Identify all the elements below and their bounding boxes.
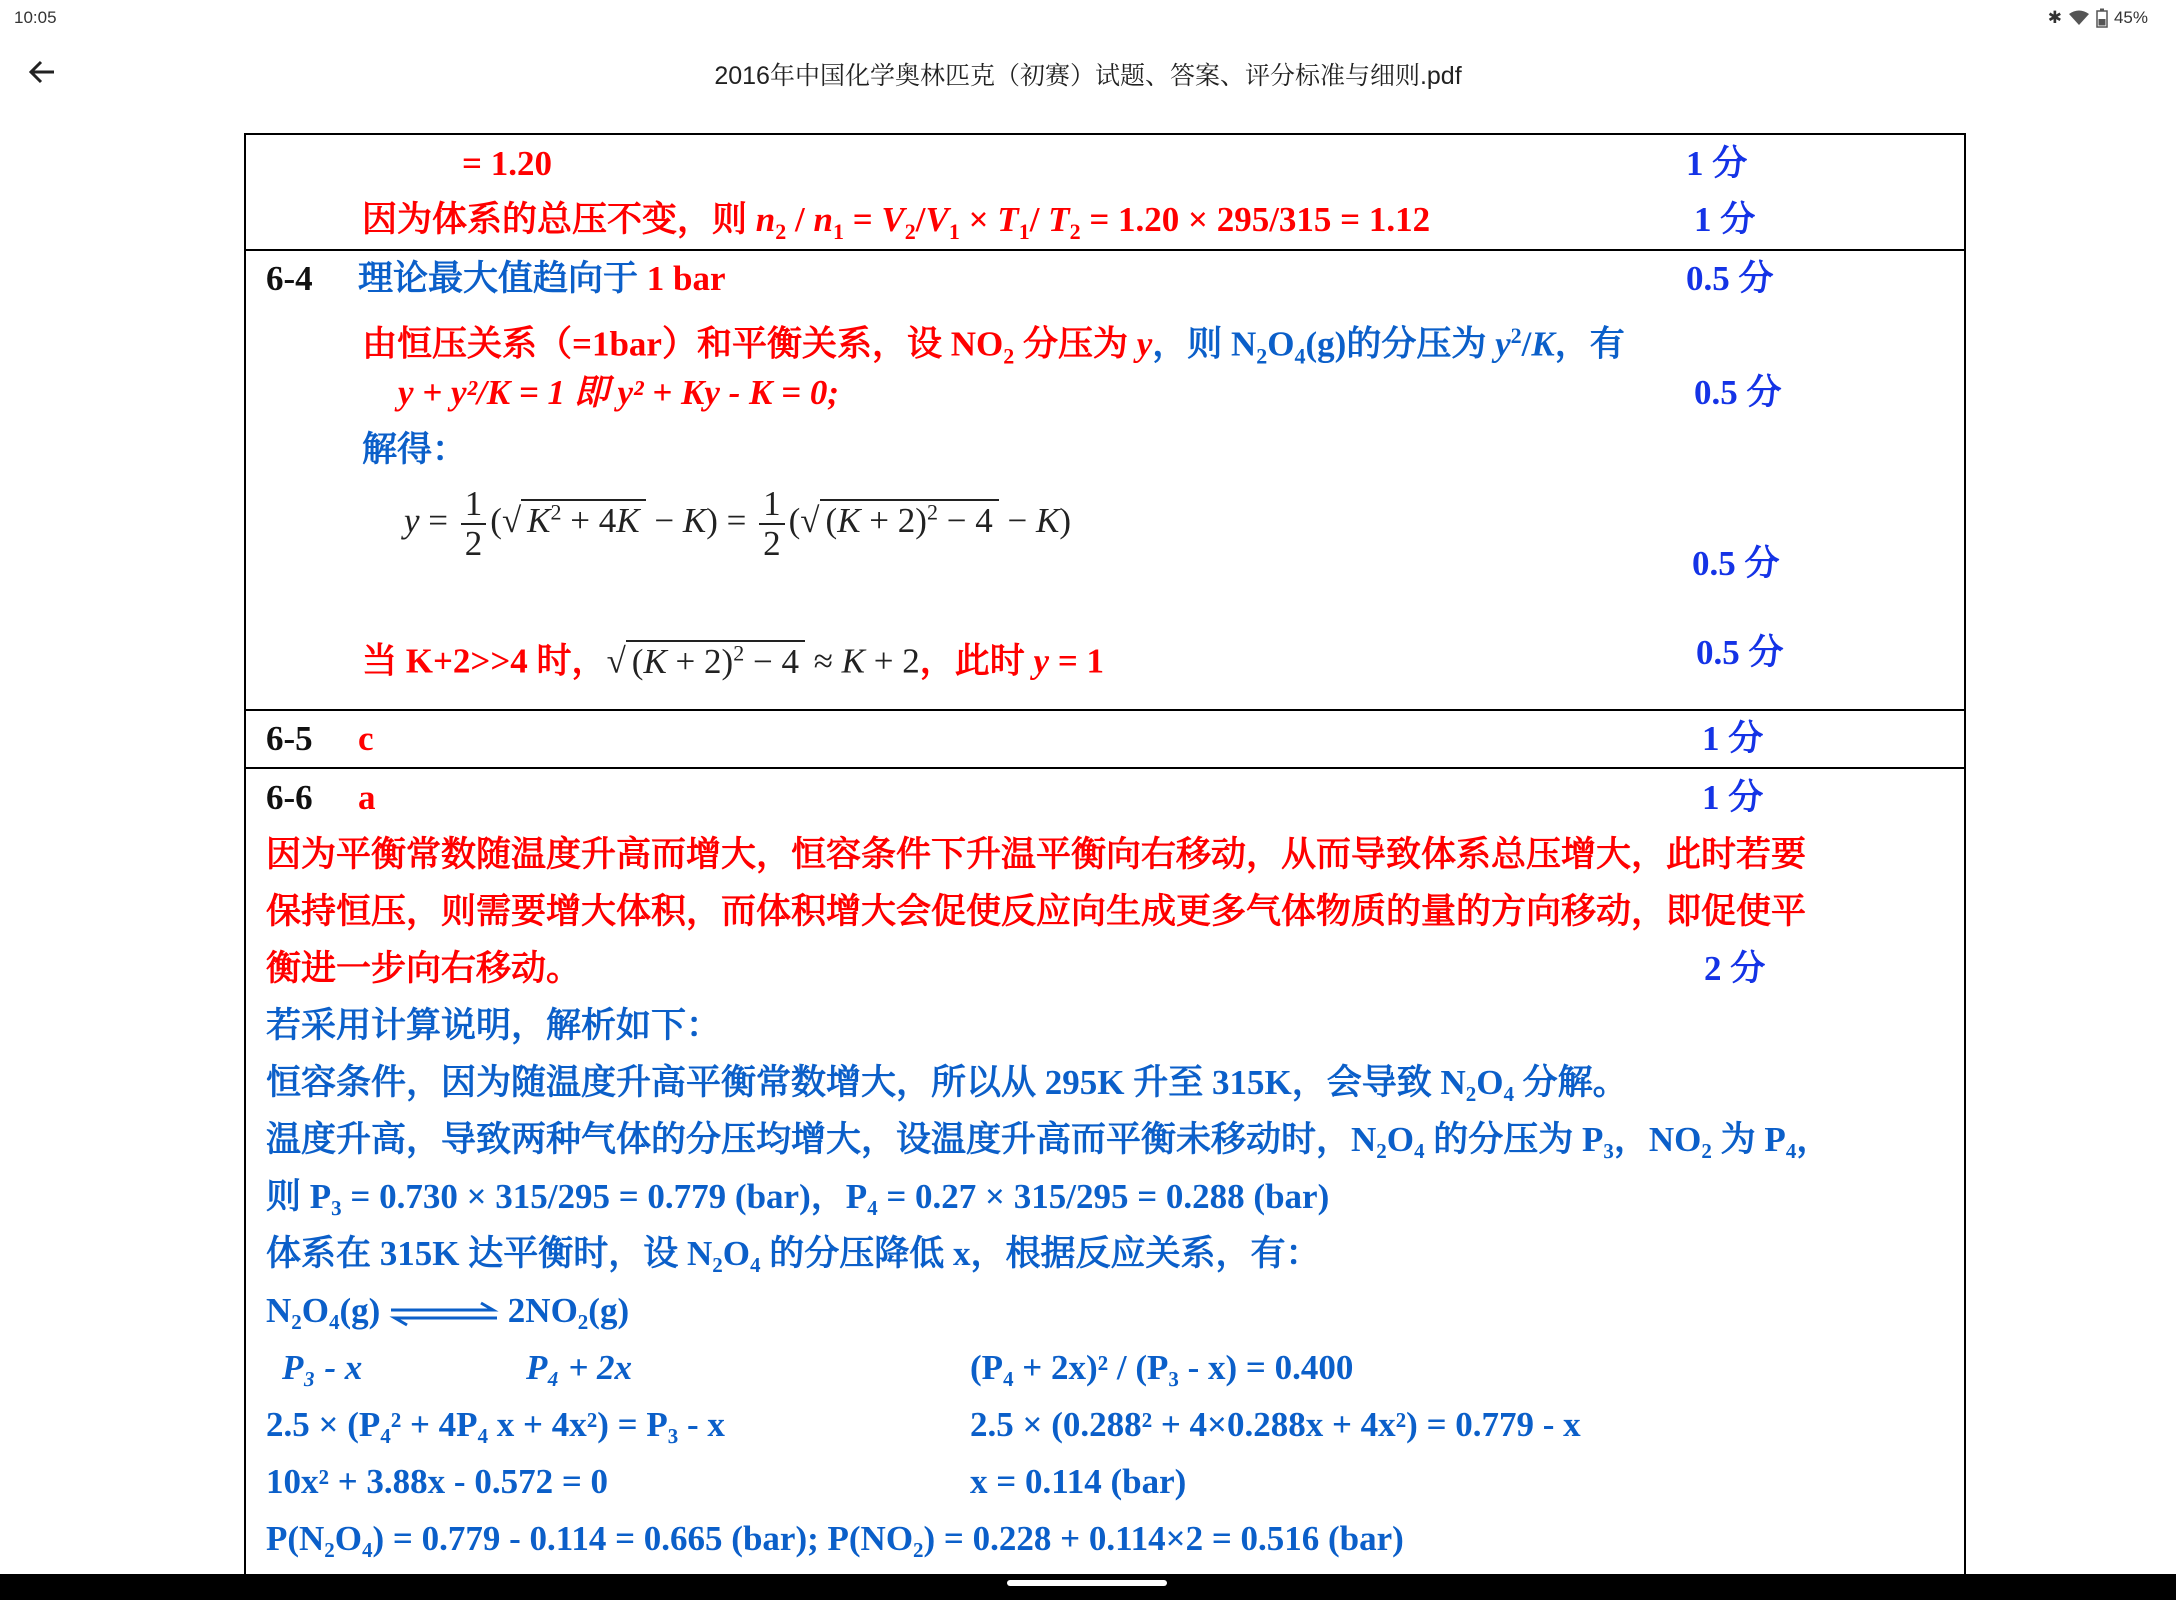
bluetooth-icon: ✱ [2047, 8, 2062, 27]
row-divider [246, 709, 1964, 711]
q65-number: 6-5 [266, 719, 313, 758]
row-divider [246, 767, 1964, 769]
q64-number: 6-4 [266, 259, 313, 298]
q65-score: 1 分 [1702, 719, 1764, 758]
row1-score2: 1 分 [1694, 200, 1756, 239]
row1-score1: 1 分 [1686, 144, 1748, 183]
battery-icon [2096, 8, 2108, 28]
q66-answer: a [358, 778, 376, 817]
row-divider [246, 249, 1964, 251]
q66-calc-line3: 温度升高，导致两种气体的分压均增大，设温度升高而平衡未移动时，N₂O₄ 的分压为 P₃，NO₂ 为 P₄， [266, 1120, 1832, 1159]
navigation-bar [0, 1574, 2176, 1600]
wifi-icon [2068, 10, 2090, 26]
q66-calc-line5: 体系在 315K 达平衡时，设 N₂O₄ 的分压降低 x，根据反应关系，有： [266, 1234, 1321, 1273]
q64-equation: y = $\frac{1}{2}$ (√ $K^2 + 4K - K$) = $\frac{1}{2}$ (√ $(K + 2)^2 - 4 - K$) [404, 484, 1071, 563]
q66-ice-a: P₃ - x [282, 1348, 363, 1387]
q64-score4: 0.5 分 [1696, 633, 1784, 672]
q64-line1: 理论最大值趋向于 1 bar [358, 259, 726, 298]
q66-x-value: x = 0.114 (bar) [970, 1462, 1187, 1501]
document-title: 2016年中国化学奥林匹克（初赛）试题、答案、评分标准与细则.pdf [714, 62, 1462, 90]
q66-reaction: N₂O₄(g) 2NO₂(g) [266, 1291, 630, 1330]
q64-line4: 解得： [362, 430, 468, 469]
q66-para2: 保持恒压，则需要增大体积，而体积增大会促使反应向生成更多气体物质的量的方向移动，即促使平 [266, 892, 1807, 931]
q64-line2: 由恒压关系（=1bar）和平衡关系，设 $NO_2$ 分压为 y，则 $N_2O_4(g)$的分压为 $y^2/K$，有 [362, 323, 1625, 369]
q66-score2: 2 分 [1704, 949, 1766, 988]
q64-score2: 0.5 分 [1694, 373, 1782, 412]
q66-score1: 1 分 [1702, 778, 1764, 817]
equilibrium-arrows-icon [389, 1301, 499, 1327]
q64-line6: 当 K+2>>4 时，√ $(K + 2)^2 - 4 \approx K + 2$，此时 y = 1 [362, 640, 1105, 681]
q66-calc-intro: 若采用计算说明，解析如下： [266, 1006, 722, 1045]
q66-para1: 因为平衡常数随温度升高而增大，恒容条件下升温平衡向右移动，从而导致体系总压增大，此时若要 [266, 835, 1807, 874]
status-bar [0, 0, 2176, 40]
q66-para3: 衡进一步向右移动。 [266, 949, 582, 988]
q64-score3: 0.5 分 [1692, 544, 1780, 583]
pdf-page[interactable] [244, 133, 1966, 1600]
q66-quadratic: 10x² + 3.88x - 0.572 = 0 [266, 1462, 609, 1501]
q66-number: 6-6 [266, 778, 313, 817]
row1-line2: 因为体系的总压不变，则 $n_2 / n_1 = V_2/V_1 \times T_1/$ $T_2 = 1.20 \times 295/315 = 1.12$ [362, 200, 1431, 244]
q66-calc-line4: 则 P₃ = 0.730 × 315/295 = 0.779 (bar)，P₄ = 0.27 × 315/295 = 0.288 (bar) [266, 1177, 1330, 1216]
q65-answer: c [358, 719, 374, 758]
q66-equation1: 2.5 × (P₄² + 4P₄ x + 4x²) = P₃ - x [266, 1405, 725, 1444]
q66-calc-line2: 恒容条件，因为随温度升高平衡常数增大，所以从 295K 升至 315K，会导致 N₂O₄ 分解。 [266, 1063, 1628, 1102]
q66-ice-b: P₄ + 2x [526, 1348, 633, 1387]
status-icons [2048, 8, 2148, 28]
q66-final-pressures: P(N₂O₄) = 0.779 - 0.114 = 0.665 (bar); P(NO₂) = 0.228 + 0.114×2 = 0.516 (bar) [266, 1519, 1404, 1558]
q64-line3: y + y²/K = 1 即 y² + Ky - K = 0; [398, 373, 839, 412]
home-gesture-handle[interactable] [1007, 1580, 1167, 1586]
q66-kp-expression: (P₄ + 2x)² / (P₃ - x) = 0.400 [970, 1348, 1354, 1387]
q66-equation2: 2.5 × (0.288² + 4×0.288x + 4x²) = 0.779 - x [970, 1405, 1581, 1444]
row1-line1: = 1.20 [462, 144, 552, 183]
q64-score1: 0.5 分 [1686, 259, 1774, 298]
status-time: 10:05 [14, 8, 57, 27]
battery-level: 45% [2113, 8, 2148, 27]
app-bar [0, 40, 2176, 140]
